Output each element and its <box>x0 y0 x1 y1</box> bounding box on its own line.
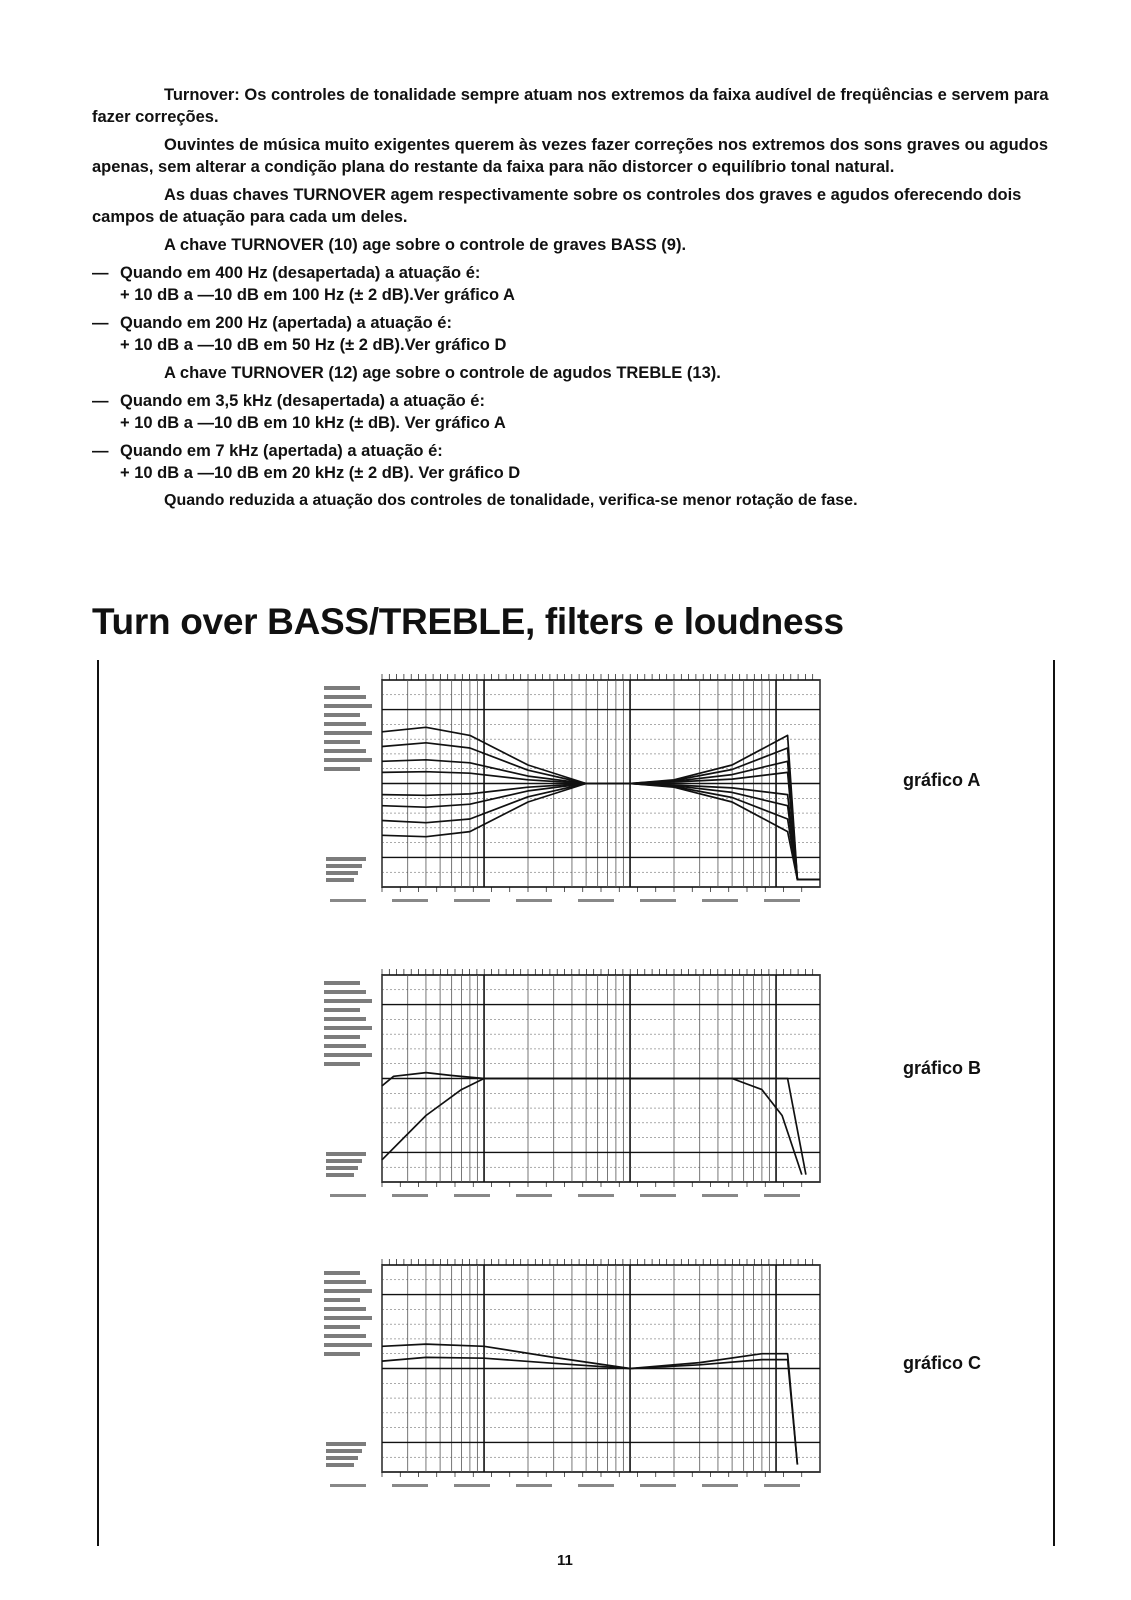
footer-scribble <box>516 1194 552 1197</box>
footer-scribble <box>454 899 490 902</box>
turnover-paragraph: Turnover: Os controles de tonalidade sempre atuam nos extremos da faixa audível de freqüências e servem para fazer correções. <box>92 86 1049 126</box>
legend-scribble <box>326 1166 358 1170</box>
response-curve-4 <box>382 772 820 880</box>
footer-scribble <box>578 1484 614 1487</box>
switches-paragraph: As duas chaves TURNOVER agem respectivamente sobre os controles dos graves e agudos oferecendo dois campos de atuação para cada um deles. <box>92 186 1022 226</box>
legend-scribble <box>324 1053 372 1057</box>
bass-item-400hz <box>92 262 1052 306</box>
footer-scribble <box>702 1484 738 1487</box>
legend-scribble <box>326 871 358 875</box>
legend-scribble <box>326 1449 362 1453</box>
legend-scribble <box>326 1442 366 1446</box>
legend-scribble <box>324 767 360 771</box>
legend-scribble <box>324 1017 366 1021</box>
legend-scribble <box>326 864 362 868</box>
bullet-line: Quando em 3,5 kHz (desapertada) a atuação é: <box>120 392 485 410</box>
legend-scribble <box>324 704 372 708</box>
phase-note: Quando reduzida a atuação dos controles de tonalidade, verifica-se menor rotação de fase. <box>164 492 858 509</box>
dash: — <box>92 392 109 410</box>
footer-scribble <box>516 899 552 902</box>
treble-item-7khz <box>92 440 1052 484</box>
legend-scribble <box>324 695 366 699</box>
footer-scribble <box>640 1484 676 1487</box>
legend-scribble <box>326 1152 366 1156</box>
graph-a <box>320 655 840 910</box>
legend-scribble <box>324 1026 372 1030</box>
intro-text <box>92 84 1052 512</box>
legend-scribble <box>324 749 366 753</box>
footer-scribble <box>454 1484 490 1487</box>
legend-scribble <box>326 878 354 882</box>
legend-scribble <box>324 686 360 690</box>
response-curve-2 <box>382 1079 802 1175</box>
frame-right-rule <box>1053 660 1055 1546</box>
legend-scribble <box>326 857 366 861</box>
legend-scribble <box>324 1062 360 1066</box>
dash: — <box>92 264 109 282</box>
footer-scribble <box>764 899 800 902</box>
section-title: Turn over BASS/TREBLE, filters e loudness <box>92 601 844 642</box>
footer-scribble <box>640 1194 676 1197</box>
footer-scribble <box>392 1194 428 1197</box>
frame-left-rule <box>97 660 99 1546</box>
legend-scribble <box>326 1159 362 1163</box>
legend-scribble <box>324 731 372 735</box>
footer-scribble <box>330 1194 366 1197</box>
legend-scribble <box>324 999 372 1003</box>
bullet-line: + 10 dB a —10 dB em 50 Hz (± 2 dB).Ver gráfico D <box>120 336 507 354</box>
graph-b <box>320 950 840 1205</box>
graph-c-label: gráfico C <box>903 1353 982 1373</box>
footer-scribble <box>454 1194 490 1197</box>
legend-scribble <box>324 1271 360 1275</box>
dash: — <box>92 314 109 332</box>
footer-scribble <box>330 899 366 902</box>
bullet-line: Quando em 200 Hz (apertada) a atuação é: <box>120 314 452 332</box>
footer-scribble <box>702 1194 738 1197</box>
graph-a-label: gráfico A <box>903 770 981 790</box>
legend-scribble <box>324 1307 366 1311</box>
legend-scribble <box>326 1173 354 1177</box>
legend-scribble <box>324 1352 360 1356</box>
legend-scribble <box>324 713 360 717</box>
graph-c <box>320 1240 840 1495</box>
response-curve-1 <box>382 1073 806 1175</box>
legend-scribble <box>324 1316 372 1320</box>
legend-scribble <box>324 981 360 985</box>
legend-scribble <box>326 1463 354 1467</box>
legend-scribble <box>324 990 366 994</box>
treble-heading: A chave TURNOVER (12) age sobre o controle de agudos TREBLE (13). <box>164 364 721 382</box>
footer-scribble <box>392 899 428 902</box>
footer-scribble <box>516 1484 552 1487</box>
legend-scribble <box>324 1343 372 1347</box>
bass-heading: A chave TURNOVER (10) age sobre o controle de graves BASS (9). <box>164 236 687 254</box>
footer-scribble <box>702 899 738 902</box>
legend-scribble <box>324 1280 366 1284</box>
legend-scribble <box>324 1334 366 1338</box>
legend-scribble <box>324 1325 360 1329</box>
footer-scribble <box>578 899 614 902</box>
footer-scribble <box>640 899 676 902</box>
footer-scribble <box>392 1484 428 1487</box>
legend-scribble <box>324 722 366 726</box>
response-curve-3 <box>382 760 820 880</box>
bullet-line: Quando em 400 Hz (desapertada) a atuação é: <box>120 264 481 282</box>
legend-scribble <box>324 1008 360 1012</box>
bass-item-200hz <box>92 312 1052 356</box>
legend-scribble <box>324 740 360 744</box>
graph-b-label: gráfico B <box>903 1058 982 1078</box>
legend-scribble <box>324 1298 360 1302</box>
graph-b-plot <box>320 950 840 1205</box>
footer-scribble <box>330 1484 366 1487</box>
footer-scribble <box>764 1194 800 1197</box>
bullet-line: + 10 dB a —10 dB em 10 kHz (± dB). Ver gráfico A <box>120 414 506 432</box>
bullet-line: Quando em 7 kHz (apertada) a atuação é: <box>120 442 443 460</box>
footer-scribble <box>578 1194 614 1197</box>
response-curve-2 <box>382 1357 797 1464</box>
response-curve-6 <box>382 784 820 880</box>
graph-a-plot <box>320 655 840 910</box>
bullet-line: + 10 dB a —10 dB em 20 kHz (± 2 dB). Ver gráfico D <box>120 464 521 482</box>
legend-scribble <box>324 1035 360 1039</box>
page-number: 11 <box>557 1552 573 1569</box>
response-curve-2 <box>382 743 820 880</box>
graph-c-plot <box>320 1240 840 1495</box>
legend-scribble <box>324 1044 366 1048</box>
legend-scribble <box>324 1289 372 1293</box>
listeners-paragraph: Ouvintes de música muito exigentes querem às vezes fazer correções nos extremos dos sons graves ou agudos apenas, sem alterar a condição plana do restante da faixa para não distorcer o equilíbrio tonal natural. <box>92 136 1048 176</box>
footer-scribble <box>764 1484 800 1487</box>
bullet-line: + 10 dB a —10 dB em 100 Hz (± 2 dB).Ver gráfico A <box>120 286 515 304</box>
dash: — <box>92 442 109 460</box>
legend-scribble <box>324 758 372 762</box>
legend-scribble <box>326 1456 358 1460</box>
treble-item-3-5khz <box>92 390 1052 434</box>
